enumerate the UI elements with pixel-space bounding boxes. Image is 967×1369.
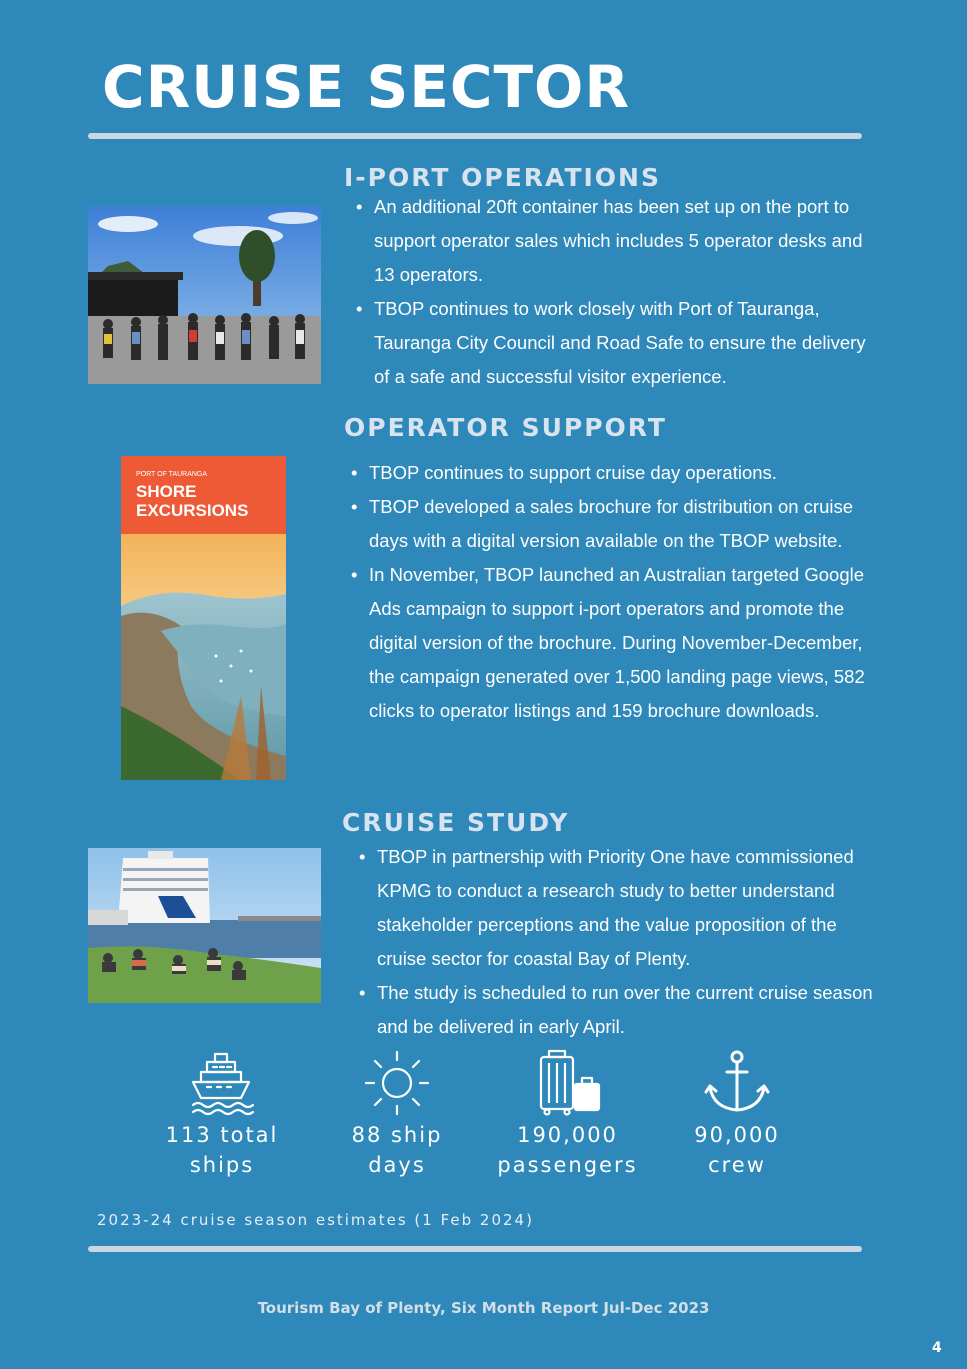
stat-days-unit: days xyxy=(368,1153,426,1177)
brochure-kicker: PORT OF TAURANGA xyxy=(136,471,208,478)
page-number: 4 xyxy=(932,1340,942,1356)
list-item: • The study is scheduled to run over the current cruise season and be delivered in early April. xyxy=(355,976,885,1044)
study-bullets xyxy=(355,840,885,1044)
iport-heading: I-PORT OPERATIONS xyxy=(344,163,661,192)
page-title: CRUISE SECTOR xyxy=(102,53,630,121)
footer-divider xyxy=(88,1246,862,1252)
anchor-icon xyxy=(702,1048,772,1122)
brochure-title-line2: EXCURSIONS xyxy=(136,501,249,520)
shore-excursions-brochure xyxy=(121,456,286,780)
stat-days-value: 88 ship xyxy=(351,1123,443,1147)
stat-crew-unit: crew xyxy=(708,1153,766,1177)
list-item: • In November, TBOP launched an Australian targeted Google Ads campaign to support i-port operators and promote the digital version of the brochure. During November-December, the campaign generated over 1,500 landing page views, 582 clicks to operator listings and 159 brochure downloads. xyxy=(347,558,887,728)
list-item: • An additional 20ft container has been set up on the port to support operator sales which includes 5 operator desks and 13 operators. xyxy=(352,190,872,292)
stat-ships-unit: ships xyxy=(189,1153,255,1177)
luggage-icon xyxy=(535,1048,605,1122)
brochure-title-line1: SHORE xyxy=(136,482,197,501)
title-divider xyxy=(88,133,862,139)
footer-text: Tourism Bay of Plenty, Six Month Report Jul-Dec 2023 xyxy=(257,1299,710,1317)
operator-bullets xyxy=(347,456,887,728)
list-item: • TBOP in partnership with Priority One have commissioned KPMG to conduct a research study to better understand stakeholder perceptions and the value proposition of the cruise sector for coastal Bay of Plenty. xyxy=(355,840,885,976)
stat-passengers-unit: passengers xyxy=(497,1153,638,1177)
stat-ships xyxy=(152,1120,292,1180)
stat-passengers xyxy=(490,1120,645,1180)
operator-heading: OPERATOR SUPPORT xyxy=(344,413,667,442)
stat-crew xyxy=(667,1120,807,1180)
stat-days xyxy=(327,1120,467,1180)
stats-note: 2023-24 cruise season estimates (1 Feb 2024) xyxy=(97,1211,534,1229)
study-heading: CRUISE STUDY xyxy=(342,808,570,837)
list-item: • TBOP developed a sales brochure for distribution on cruise days with a digital version available on the TBOP website. xyxy=(347,490,887,558)
sun-icon xyxy=(362,1048,432,1122)
list-item: • TBOP continues to support cruise day operations. xyxy=(347,456,887,490)
brochure-title xyxy=(136,482,248,520)
stat-ships-value: 113 total xyxy=(165,1123,279,1147)
iport-crowd-photo xyxy=(88,206,321,384)
iport-bullets xyxy=(352,190,872,394)
list-item: • TBOP continues to work closely with Port of Tauranga, Tauranga City Council and Road Safe to ensure the delivery of a safe and successful visitor experience. xyxy=(352,292,872,394)
ship-icon xyxy=(187,1050,257,1124)
stat-crew-value: 90,000 xyxy=(694,1123,780,1147)
cruise-ship-photo xyxy=(88,848,321,1003)
stat-passengers-value: 190,000 xyxy=(517,1123,618,1147)
